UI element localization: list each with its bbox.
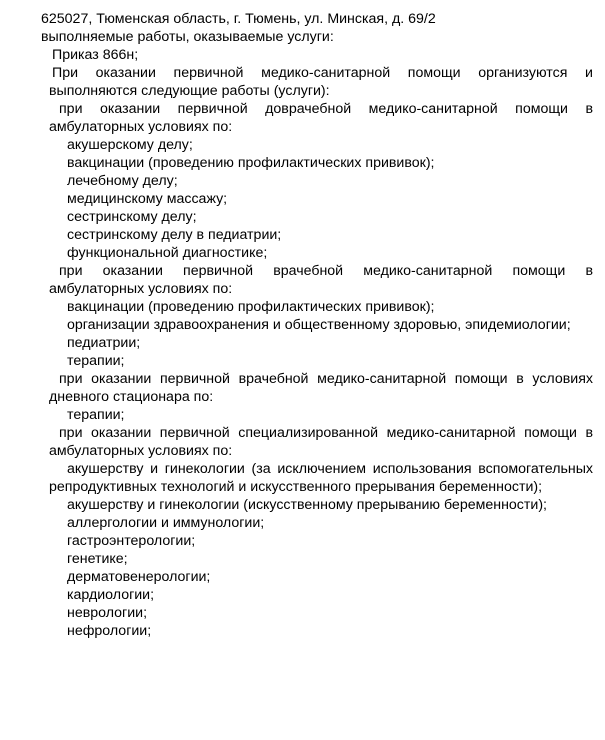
list-item: терапии; [67, 353, 125, 369]
list-item: нефрологии; [67, 623, 152, 639]
list-item: медицинскому массажу; [67, 191, 228, 207]
section-heading: при оказании первичной врачебной медико-санитарной помощи в условиях дневного стационара по: [49, 371, 593, 405]
list-item: сестринскому делу; [67, 209, 197, 225]
section-heading: при оказании первичной врачебной медико-санитарной помощи в амбулаторных условиях по: [49, 263, 593, 297]
list-item: генетике; [67, 551, 128, 567]
list-item: лечебному делу; [67, 173, 178, 189]
list-item: организации здравоохранения и общественному здоровью, эпидемиологии; [67, 317, 571, 333]
order-reference: Приказ 866н; [52, 47, 139, 63]
list-item: вакцинации (проведению профилактических прививок); [67, 299, 435, 315]
section-heading: при оказании первичной специализированной медико-санитарной помощи в амбулаторных условиях по: [49, 425, 593, 459]
list-item: функциональной диагностике; [67, 245, 268, 261]
list-item: акушерству и гинекологии (искусственному прерыванию беременности); [67, 497, 547, 513]
list-item: педиатрии; [67, 335, 141, 351]
list-item: терапии; [67, 407, 125, 423]
list-item: вакцинации (проведению профилактических прививок); [67, 155, 435, 171]
list-item: дерматовенерологии; [67, 569, 211, 585]
list-item: сестринскому делу в педиатрии; [67, 227, 282, 243]
intro-paragraph: При оказании первичной медико-санитарной помощи организуются и выполняются следующие работы (услуги): [49, 65, 593, 99]
address-line: 625027, Тюменская область, г. Тюмень, ул. Минская, д. 69/2 [41, 11, 436, 27]
list-item: кардиологии; [67, 587, 155, 603]
section-heading: при оказании первичной доврачебной медико-санитарной помощи в амбулаторных условиях по: [49, 101, 593, 135]
list-item: аллергологии и иммунологии; [67, 515, 265, 531]
list-item: акушерскому делу; [67, 137, 193, 153]
list-item: акушерству и гинекологии (за исключением использования вспомогательных репродуктивных технологий и искусственного прерывания беременности); [49, 461, 593, 495]
list-item: неврологии; [67, 605, 148, 621]
works-intro: выполняемые работы, оказываемые услуги: [41, 29, 334, 45]
list-item: гастроэнтерологии; [67, 533, 196, 549]
